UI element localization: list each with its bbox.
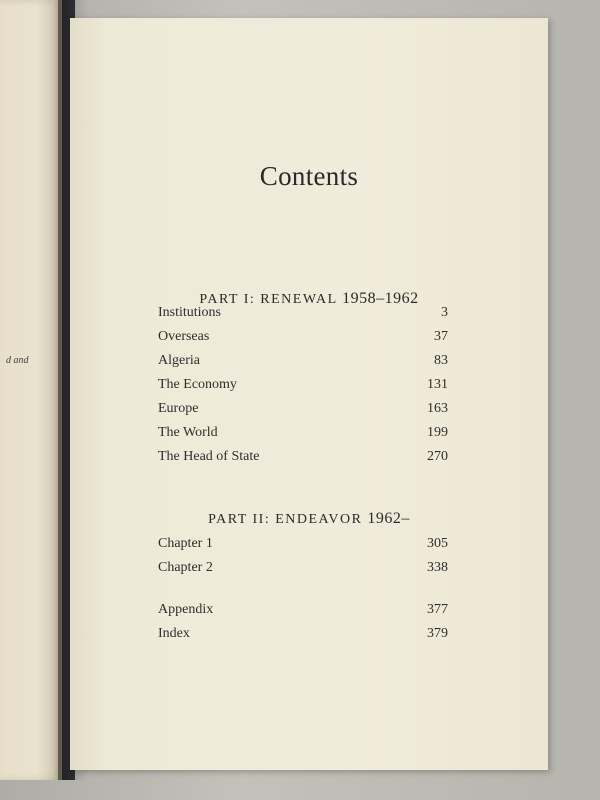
toc-entry	[158, 622, 448, 646]
toc-entry-label: Europe	[158, 401, 199, 416]
part-2-entries	[158, 532, 448, 580]
page-title: Contents	[259, 161, 359, 191]
toc-entry-page: 199	[427, 425, 448, 440]
toc-entry-label: The World	[158, 425, 218, 440]
toc-entry-label: Algeria	[158, 353, 200, 368]
toc-entry-label: Chapter 2	[158, 560, 213, 575]
toc-entry-page: 305	[427, 536, 448, 551]
toc-entry	[158, 301, 448, 325]
toc-entry-page: 83	[434, 353, 448, 368]
toc-entry-label: Institutions	[158, 305, 222, 320]
part-1-entries	[158, 301, 448, 469]
toc-entry-page: 338	[427, 560, 448, 575]
toc-entry	[158, 598, 448, 622]
toc-entry	[158, 421, 448, 445]
toc-entry-page: 377	[427, 602, 448, 617]
toc-entry-page: 3	[441, 305, 448, 320]
toc-entry-label: Index	[158, 626, 190, 641]
toc-entry	[158, 349, 448, 373]
part-2-heading-label: PART II: ENDEAVOR	[208, 512, 363, 527]
toc-entry	[158, 445, 448, 469]
toc-entry-page: 163	[427, 401, 448, 416]
toc-entry-page: 379	[427, 626, 448, 641]
part-2-heading	[70, 510, 548, 528]
toc-entry-page: 37	[434, 329, 448, 344]
toc-entry-label: Appendix	[158, 602, 214, 617]
toc-entry-label: The Head of State	[158, 449, 260, 464]
toc-entry-label: Overseas	[158, 329, 210, 344]
contents-page	[70, 18, 548, 770]
part-1-years: 1958–1962	[342, 290, 419, 307]
left-page	[0, 0, 62, 780]
toc-entry	[158, 325, 448, 349]
toc-entry	[158, 373, 448, 397]
toc-entry-page: 131	[427, 377, 448, 392]
left-page-text-fragment: d and	[6, 355, 29, 366]
part-1-heading-label: PART I: RENEWAL	[199, 292, 338, 307]
toc-entry-label: Chapter 1	[158, 536, 213, 551]
toc-entry	[158, 532, 448, 556]
toc-entry-page: 270	[427, 449, 448, 464]
toc-entry-label: The Economy	[158, 377, 237, 392]
toc-entry	[158, 556, 448, 580]
part-2-years: 1962–	[367, 510, 410, 527]
back-matter-entries	[158, 598, 448, 646]
toc-entry	[158, 397, 448, 421]
